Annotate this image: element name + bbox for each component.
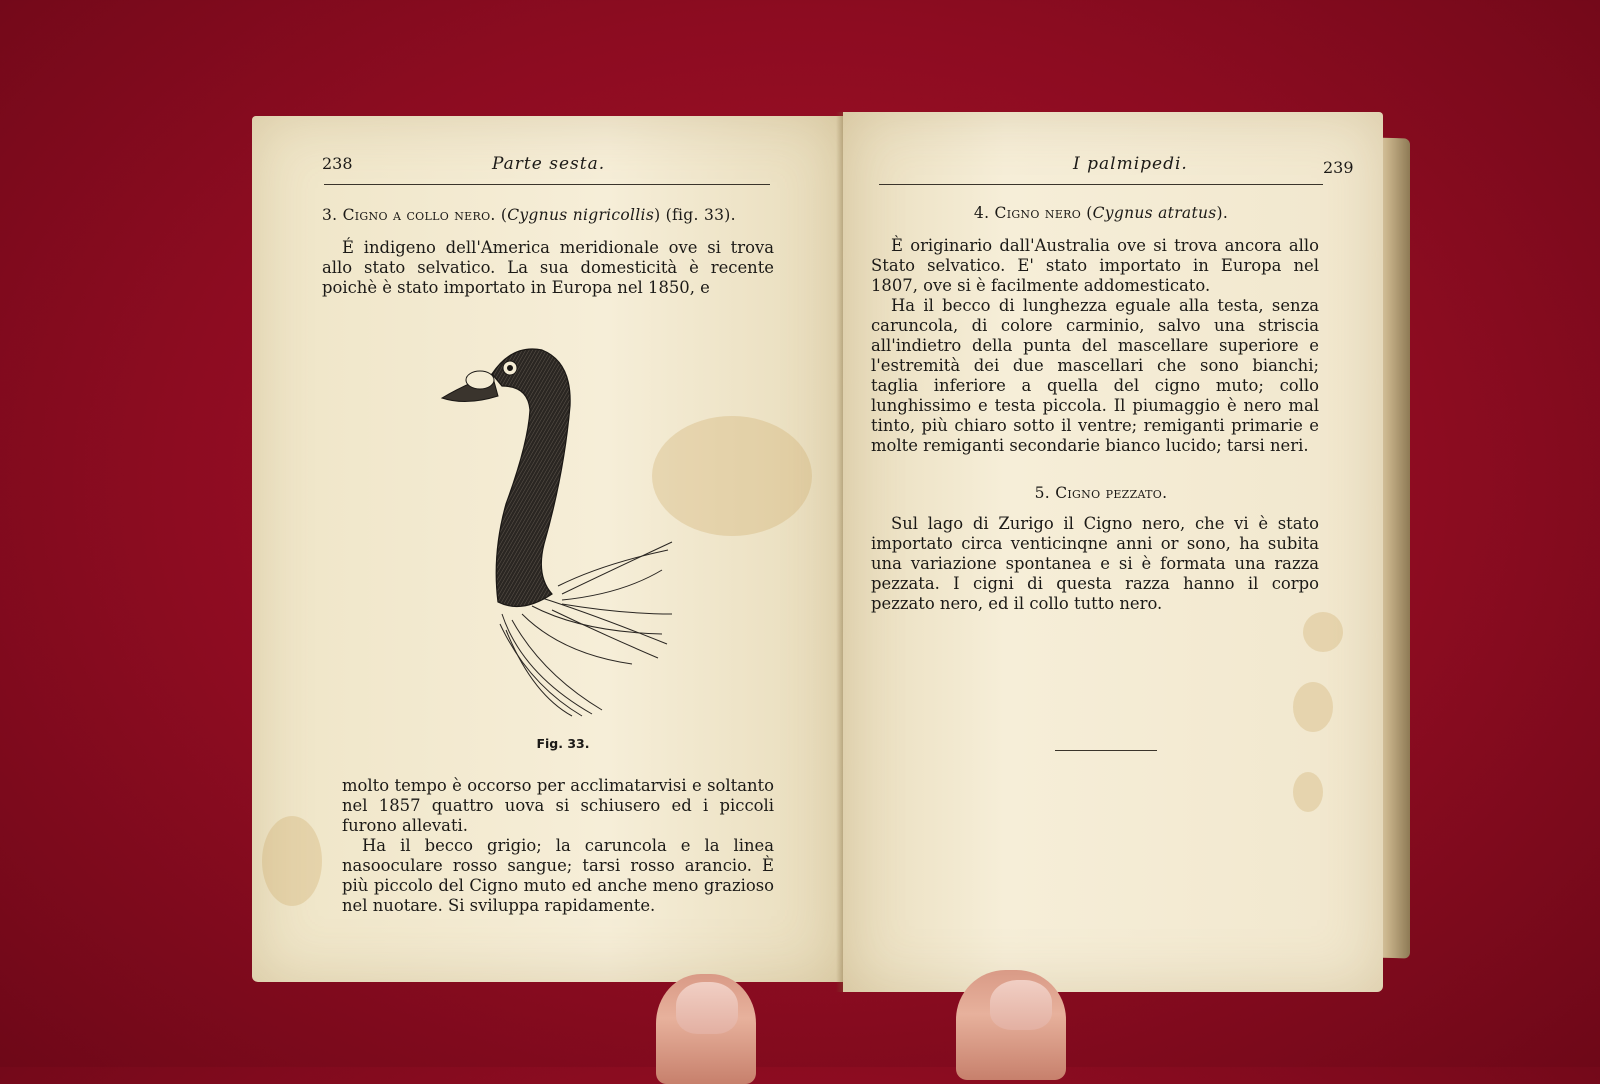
left-page [252,116,843,982]
heading-number: 4. [973,204,990,222]
figure-caption: Fig. 33. [536,736,590,751]
heading-name: Cigno pezzato. [1055,484,1168,502]
header-rule [879,184,1323,185]
paper-stain [1293,772,1323,812]
heading-name: Cigno nero [994,204,1082,222]
running-head: Parte sesta. [492,154,606,174]
chapter-end-rule [1055,750,1157,751]
paragraph: É indigeno dell'America meridionale ove si trova allo stato selvatico. La sua domesticità è recente poichè è stato importato in Europa nel 1850, e [322,238,774,297]
right-thumbnail [990,980,1052,1030]
paper-stain [262,816,322,906]
heading-number: 3. [322,206,338,224]
text-block-bottom [871,514,1319,614]
section-heading: 4. Cigno nero (Cygnus atratus). [973,204,1229,222]
text-block-top [871,236,1319,456]
section-heading: 3. Cigno a collo nero. (Cygnus nigricollis) (fig. 33). [322,206,736,224]
text-block-bottom [342,776,774,916]
paper-stain [1303,612,1343,652]
paper-stain [1293,682,1333,732]
page-number: 238 [322,154,353,173]
heading-latin: Cygnus nigricollis [507,206,655,224]
left-thumbnail [676,982,738,1034]
paragraph: Ha il becco grigio; la caruncola e la linea nasooculare rosso sangue; tarsi rosso arancio. È più piccolo del Cigno muto ed anche meno grazioso nel nuotare. Si sviluppa rapidamente. [342,836,774,915]
black-necked-swan-illustration [432,314,682,734]
paragraph: Sul lago di Zurigo il Cigno nero, che vi è stato importato circa venticinqne anni or sono, ha subita una variazione spontanea e si è formata una razza pezzata. I cigni di questa razza hanno il corpo pezzato nero, ed il collo tutto nero. [871,514,1319,613]
heading-name: Cigno a collo nero. [342,206,496,224]
right-page [843,112,1383,992]
paragraph: molto tempo è occorso per acclimatarvisi e soltanto nel 1857 quattro uova si schiusero ed i piccoli furono allevati. [342,776,774,835]
heading-latin: Cygnus atratus [1092,204,1217,222]
page-number: 239 [1323,158,1354,177]
paragraph: È originario dall'Australia ove si trova ancora allo Stato selvatico. E' stato importato in Europa nel 1807, ove si è facilmente addomesticato. [871,236,1319,295]
text-block-top [322,238,774,298]
header-rule [324,184,770,185]
heading-number: 5. [1034,484,1051,502]
running-head: I palmipedi. [1073,154,1188,174]
heading-figure-ref: (fig. 33). [665,206,736,224]
paragraph: Ha il becco di lunghezza eguale alla testa, senza caruncola, di colore carminio, salvo una striscia all'indietro della punta del mascellare superiore e l'estremità dei due mascellari che sono bianchi; taglia inferiore a quella del cigno muto; collo lunghissimo e testa piccola. Il piumaggio è nero mal tinto, più chiaro sotto il ventre; remiganti primarie e molte remiganti secondarie bianco lucido; tarsi neri. [871,296,1319,455]
section-heading [879,484,1323,502]
